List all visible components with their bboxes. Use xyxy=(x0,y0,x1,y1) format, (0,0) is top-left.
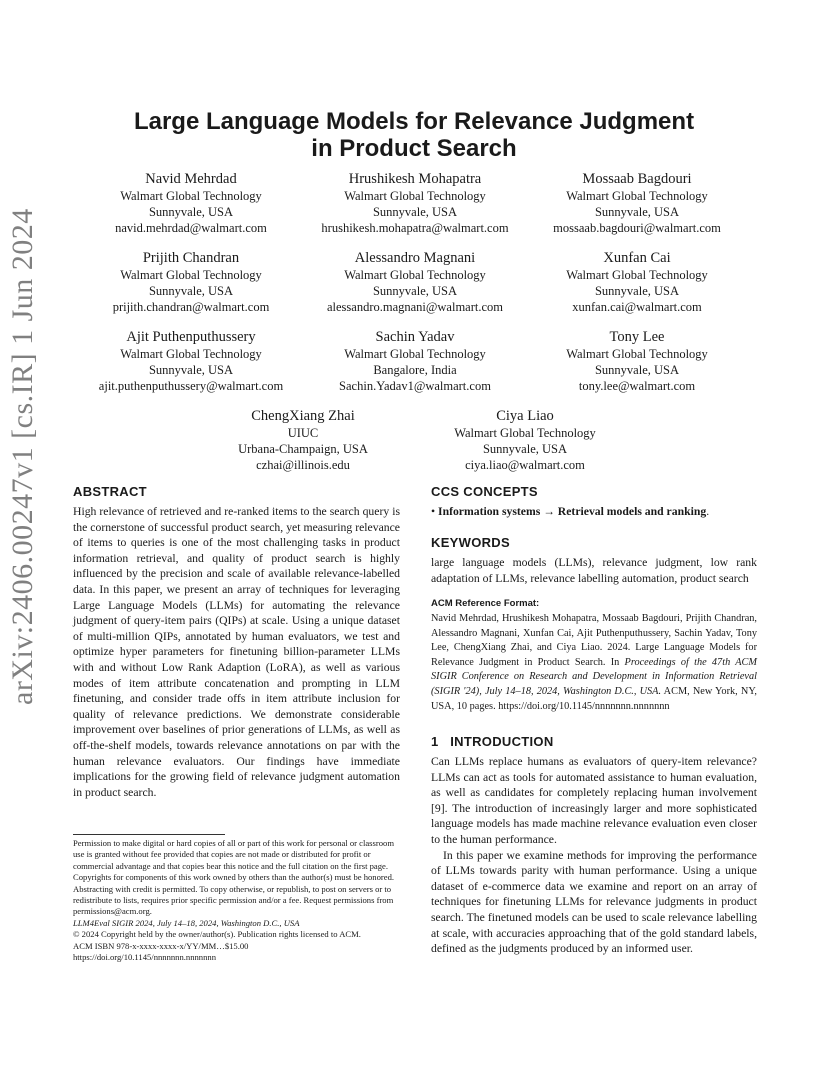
keywords-text: large language models (LLMs), relevance judgment, low rank adaptation of LLMs, relevance labelling automation, product search xyxy=(431,556,757,585)
author-name: Navid Mehrdad xyxy=(145,171,237,187)
arxiv-identifier: arXiv:2406.00247v1 [cs.IR] 1 Jun 2024 xyxy=(6,208,39,705)
author-name: Ajit Puthenputhussery xyxy=(126,329,256,345)
footnote-doi: https://doi.org/10.1145/nnnnnnn.nnnnnnn xyxy=(73,952,216,963)
author-affiliation: UIUC xyxy=(287,426,319,440)
permission-notice: Permission to make digital or hard copies of all or part of this work for personal or classroom use is granted without fee provided that copies are not made or distributed for profit or commercial advantage and that copies bear this notice and the full citation on the first page. Copyrights for components of this work owned by others than the author(s) must be honored. Abstracting with credit is permitted. To copy otherwise, or republish, to post on servers or to redistribute to lists, requires prior specific permission and/or a fee. Request permissions from permissions@acm.org. xyxy=(73,838,395,917)
author-location: Sunnyvale, USA xyxy=(148,363,234,378)
author-affiliation: Walmart Global Technology xyxy=(120,189,262,203)
ccs-period: . xyxy=(706,505,710,518)
conference-info: LLM4Eval SIGIR 2024, July 14–18, 2024, Washington D.C., USA xyxy=(73,917,300,928)
author-block xyxy=(71,328,311,395)
author-email: czhai@illinois.edu xyxy=(256,458,350,473)
author-block xyxy=(295,249,535,316)
acm-reference-heading: ACM Reference Format: xyxy=(431,598,540,609)
author-name: Hrushikesh Mohapatra xyxy=(348,171,482,187)
acm-reference-text xyxy=(431,612,757,714)
author-block xyxy=(71,170,311,237)
isbn: ACM ISBN 978-x-xxxx-xxxx-x/YY/MM…$15.00 xyxy=(73,940,249,951)
author-name: Tony Lee xyxy=(609,329,665,345)
ccs-bullet: • xyxy=(431,505,436,518)
abstract-text: High relevance of retrieved and re-ranked items to the search query is the cornerstone of successful product search, yet measuring relevance of items to queries is one of the most challenging tasks in product information retrieval, and quality of product search is highly influenced by the precision and scale of available relevance-labelled data. In this paper, we present an array of techniques for leveraging Large Language Models (LLMs) for automating the relevance judgment of query-item pairs (QIPs) at scale. Using a unique dataset of multi-million QIPs, annotated by human evaluators, we test and optimize hyper parameters for finetuning billion-parameter LLMs with and without Low Rank Adaption (LoRA), as well as various modes of item attribute concatenation and prompting in LLM finetuning, and consider trade offs in item attribute inclusion for quality of relevance predictions. We demonstrate considerable improvement over baselines of prior generations of LLMs, as well as off-the-shelf models, towards relevance annotations on par with the human relevance evaluators. Our findings have immediate implications for the growing field of relevance judgment automation in product search. xyxy=(73,505,400,799)
abstract-heading: ABSTRACT xyxy=(73,484,147,499)
intro-paragraph-1: Can LLMs replace humans as evaluators of query-item relevance? LLMs can act as tools for automated assistance to human evaluation, as well as candidates for completely replacing human involvement [9]. The introduction of increasingly larger and more sophisticated language models has made machine relevance evaluation even closer to the human performance. xyxy=(431,755,757,846)
author-block xyxy=(405,407,645,474)
acm-reference-venue: Proceedings of the 47th ACM SIGIR Conference on Research and Development in Information Retrieval (SIGIR '24), July 14–18, 2024, Washington D.C., USA. xyxy=(431,656,757,697)
author-block xyxy=(517,170,757,237)
ccs-item: Information systems → Retrieval models and ranking xyxy=(438,505,707,518)
author-location: Sunnyvale, USA xyxy=(148,284,234,299)
author-block xyxy=(183,407,423,474)
title-line-1: Large Language Models for Relevance Judgment xyxy=(133,108,695,135)
introduction-body xyxy=(431,754,757,957)
author-affiliation: Walmart Global Technology xyxy=(344,268,486,282)
author-email: ajit.puthenputhussery@walmart.com xyxy=(98,379,284,394)
author-location: Sunnyvale, USA xyxy=(594,363,680,378)
author-affiliation: Walmart Global Technology xyxy=(566,189,708,203)
author-email: mossaab.bagdouri@walmart.com xyxy=(553,221,721,236)
footnote xyxy=(73,838,400,963)
author-location: Sunnyvale, USA xyxy=(372,284,458,299)
author-email: Sachin.Yadav1@walmart.com xyxy=(339,379,491,394)
author-email: xunfan.cai@walmart.com xyxy=(572,300,702,315)
author-affiliation: Walmart Global Technology xyxy=(120,268,262,282)
author-email: navid.mehrdad@walmart.com xyxy=(115,221,267,236)
author-location: Urbana-Champaign, USA xyxy=(238,442,368,457)
author-name: Sachin Yadav xyxy=(375,329,455,345)
copyright-notice: © 2024 Copyright held by the owner/author(s). Publication rights licensed to ACM. xyxy=(73,929,361,940)
author-name: Prijith Chandran xyxy=(142,250,240,266)
author-affiliation: Walmart Global Technology xyxy=(120,347,262,361)
author-block xyxy=(295,170,535,237)
footnote-divider xyxy=(73,834,225,835)
author-name: Alessandro Magnani xyxy=(354,250,476,266)
keywords-heading: KEYWORDS xyxy=(431,535,510,550)
author-email: alessandro.magnani@walmart.com xyxy=(326,300,504,315)
author-location: Sunnyvale, USA xyxy=(594,284,680,299)
author-affiliation: Walmart Global Technology xyxy=(344,347,486,361)
acm-reference-tail: ACM, New York, NY, USA, 10 pages. https://doi.org/10.1145/nnnnnnn.nnnnnnn xyxy=(431,685,757,712)
author-email: prijith.chandran@walmart.com xyxy=(112,300,270,315)
author-location: Sunnyvale, USA xyxy=(482,442,568,457)
paper-title xyxy=(100,108,728,162)
author-block xyxy=(517,328,757,395)
author-location: Bangalore, India xyxy=(373,363,457,378)
author-location: Sunnyvale, USA xyxy=(594,205,680,220)
author-affiliation: Walmart Global Technology xyxy=(566,268,708,282)
author-email: hrushikesh.mohapatra@walmart.com xyxy=(321,221,509,236)
ccs-heading: CCS CONCEPTS xyxy=(431,484,538,499)
author-location: Sunnyvale, USA xyxy=(372,205,458,220)
author-email: ciya.liao@walmart.com xyxy=(465,458,585,473)
introduction-heading: 1 INTRODUCTION xyxy=(431,734,554,749)
author-name: Ciya Liao xyxy=(496,408,554,424)
author-location: Sunnyvale, USA xyxy=(148,205,234,220)
author-block xyxy=(71,249,311,316)
author-name: ChengXiang Zhai xyxy=(251,408,355,424)
intro-paragraph-2: In this paper we examine methods for improving the performance of LLMs towards parity with human performance. Using a unique dataset of e-commerce data we examine and report on an array of techniques for finetuning LLMs for relevance judgments in product search. The finetuned models can be used to scale relevance labelling at scale, with accuracies approaching that of the gold standard labels, defined as the judgments produced by an informed user. xyxy=(431,848,757,956)
acm-reference-authors: Navid Mehrdad, Hrushikesh Mohapatra, Mossaab Bagdouri, Prijith Chandran, Alessandro Magnani, Xunfan Cai, Ajit Puthenputhussery, Sachin Yadav, Tony Lee, ChengXiang Zhai, and Ciya Liao. 2024. Large Language Models for Relevance Judgment in Product Search. In xyxy=(431,613,757,668)
author-block xyxy=(517,249,757,316)
author-email: tony.lee@walmart.com xyxy=(578,379,696,394)
author-block xyxy=(295,328,535,395)
author-name: Xunfan Cai xyxy=(603,250,671,266)
author-name: Mossaab Bagdouri xyxy=(582,171,692,187)
title-line-2: in Product Search xyxy=(311,135,517,162)
author-affiliation: Walmart Global Technology xyxy=(454,426,596,440)
author-affiliation: Walmart Global Technology xyxy=(344,189,486,203)
author-affiliation: Walmart Global Technology xyxy=(566,347,708,361)
ccs-concepts xyxy=(431,504,757,520)
